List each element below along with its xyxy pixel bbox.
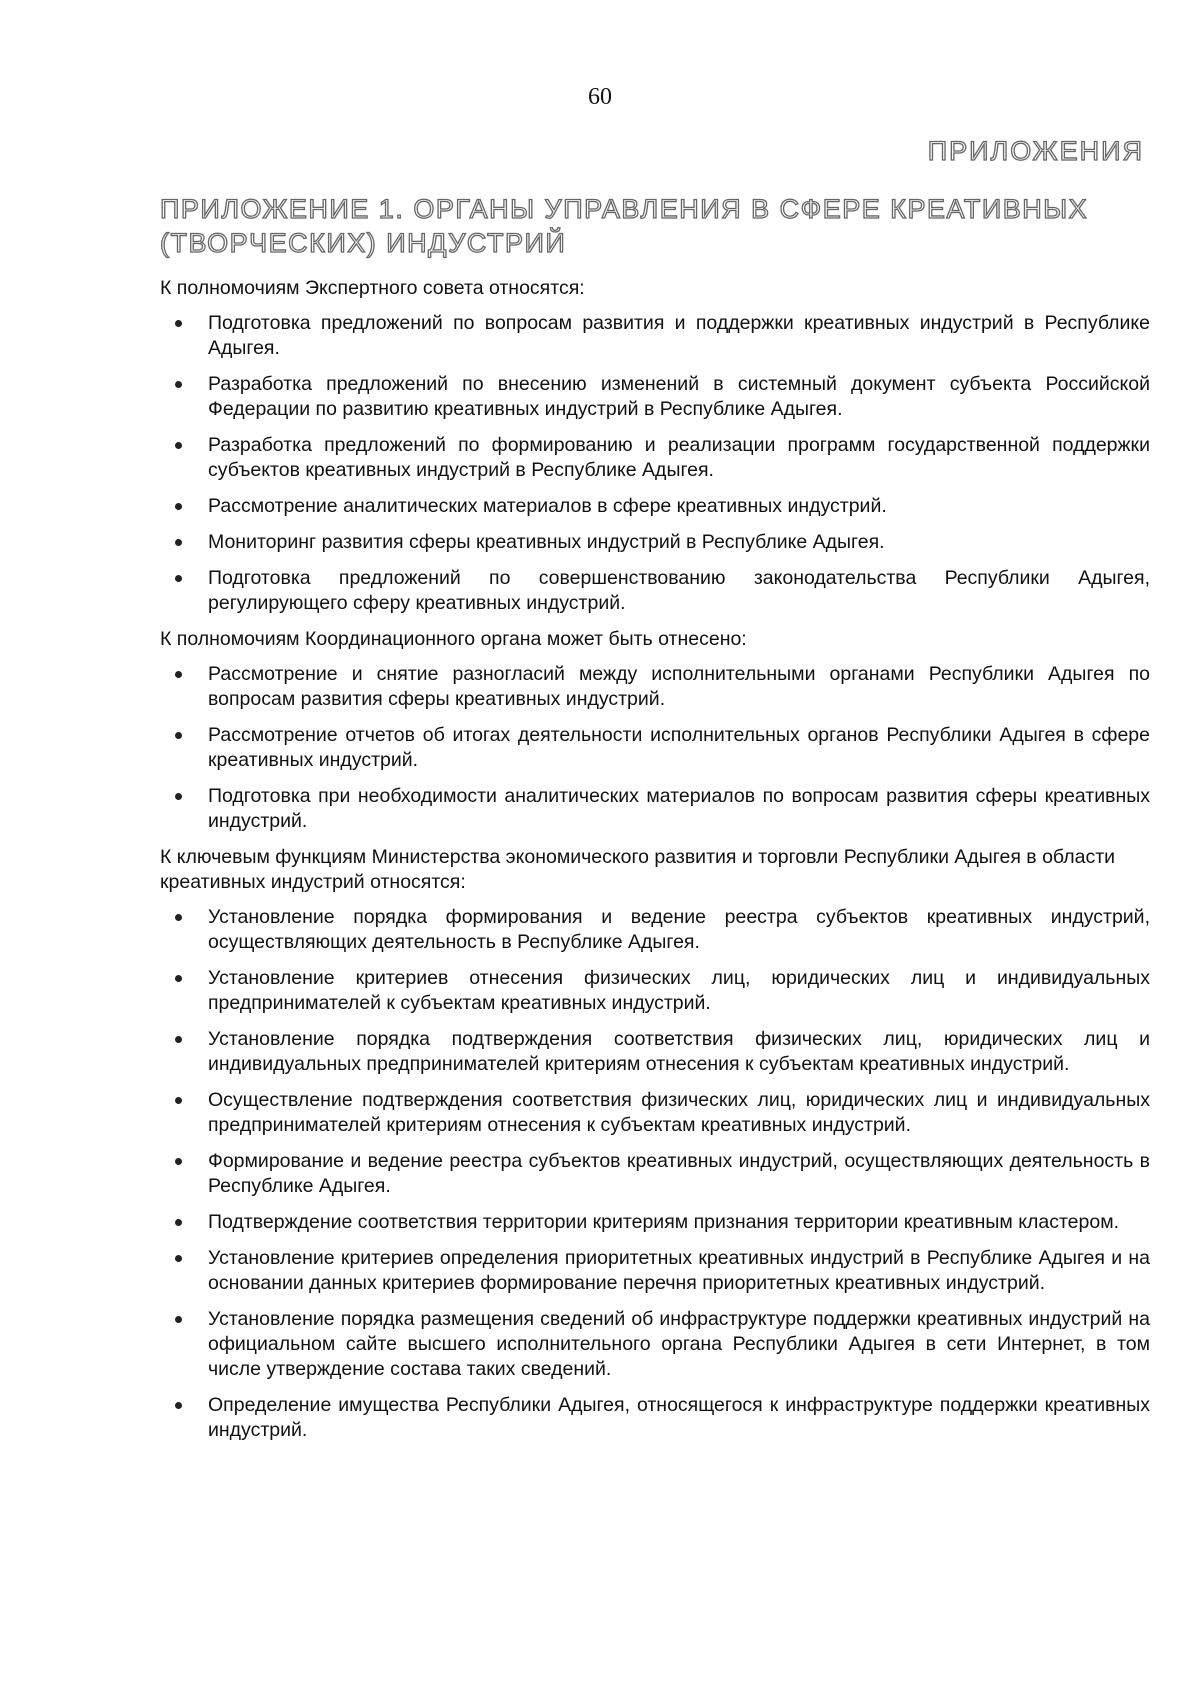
list-item <box>208 662 1150 712</box>
bullet-icon <box>175 1316 182 1323</box>
list-item-text: Подтверждение соответствия территории критериям признания территории креативным кластером. <box>208 1211 1120 1233</box>
list-item <box>208 1027 1150 1077</box>
list-item <box>208 311 1150 361</box>
bullet-icon <box>175 1402 182 1409</box>
document-body <box>160 276 1150 1454</box>
section-intro-expert-council: К полномочиям Экспертного совета относятся: <box>160 277 585 299</box>
list-item-text: Осуществление подтверждения соответствия физических лиц, юридических лиц и индивидуальных предпринимателей критериям отнесения к субъектам креативных индустрий. <box>208 1089 1150 1136</box>
list-item <box>208 966 1150 1016</box>
ministry-functions-list <box>160 905 1150 1443</box>
list-item <box>208 530 1150 555</box>
list-item <box>208 1246 1150 1296</box>
list-item-text: Разработка предложений по внесению изменений в системный документ субъекта Российской Федерации по развитию креативных индустрий в Республике Адыгея. <box>208 373 1150 420</box>
bullet-icon <box>175 1036 182 1043</box>
list-item <box>208 494 1150 519</box>
bullet-icon <box>175 914 182 921</box>
list-item <box>208 372 1150 422</box>
list-item-text: Определение имущества Республики Адыгея, относящегося к инфраструктуре поддержки креативных индустрий. <box>208 1394 1150 1441</box>
section-intro-ministry: К ключевым функциям Министерства экономического развития и торговли Республики Адыгея в области креативных индустрий относятся: <box>160 846 1116 893</box>
bullet-icon <box>175 320 182 327</box>
list-item-text: Установление критериев отнесения физических лиц, юридических лиц и индивидуальных предпринимателей к субъектам креативных индустрий. <box>208 967 1150 1014</box>
list-item-text: Разработка предложений по формированию и реализации программ государственной поддержки субъектов креативных индустрий в Республике Адыгея. <box>208 434 1150 481</box>
list-item-text: Установление порядка формирования и ведение реестра субъектов креативных индустрий, осуществляющих деятельность в Республике Адыгея. <box>208 906 1150 953</box>
list-item <box>208 1210 1150 1235</box>
list-item-text: Установление критериев определения приоритетных креативных индустрий в Республике Адыгея и на основании данных критериев формирование перечня приоритетных креативных индустрий. <box>208 1247 1150 1294</box>
coordination-body-list <box>160 662 1150 834</box>
list-item-text: Подготовка предложений по совершенствованию законодательства Республики Адыгея, регулирующего сферу креативных индустрий. <box>208 567 1150 614</box>
list-item-text: Формирование и ведение реестра субъектов креативных индустрий, осуществляющих деятельность в Республике Адыгея. <box>208 1150 1150 1197</box>
bullet-icon <box>175 671 182 678</box>
list-item-text: Подготовка предложений по вопросам развития и поддержки креативных индустрий в Республике Адыгея. <box>208 312 1150 359</box>
bullet-icon <box>175 503 182 510</box>
bullet-icon <box>175 1219 182 1226</box>
list-item <box>208 723 1150 773</box>
list-item <box>208 566 1150 616</box>
list-item-text: Установление порядка подтверждения соответствия физических лиц, юридических лиц и индивидуальных предпринимателей критериям отнесения к субъектам креативных индустрий. <box>208 1028 1150 1075</box>
appendix-header: ПРИЛОЖЕНИЯ <box>927 136 1144 166</box>
section-intro-coordination-body: К полномочиям Координационного органа может быть отнесено: <box>160 628 747 650</box>
bullet-icon <box>175 1255 182 1262</box>
list-item-text: Рассмотрение и снятие разногласий между исполнительными органами Республики Адыгея по вопросам развития сферы креативных индустрий. <box>208 663 1150 710</box>
list-item <box>208 1393 1150 1443</box>
bullet-icon <box>175 975 182 982</box>
list-item <box>208 1149 1150 1199</box>
list-item-text: Установление порядка размещения сведений об инфраструктуре поддержки креативных индустрий на официальном сайте высшего исполнительного органа Республики Адыгея в сети Интернет, в том числе утверждение состава таких сведений. <box>208 1308 1150 1380</box>
list-item <box>208 905 1150 955</box>
page-number: 60 <box>588 84 612 110</box>
list-item <box>208 433 1150 483</box>
list-item <box>208 1307 1150 1382</box>
bullet-icon <box>175 1097 182 1104</box>
bullet-icon <box>175 381 182 388</box>
expert-council-list <box>160 311 1150 616</box>
appendix-title: ПРИЛОЖЕНИЕ 1. ОРГАНЫ УПРАВЛЕНИЯ В СФЕРЕ КРЕАТИВНЫХ (ТВОРЧЕСКИХ) ИНДУСТРИЙ <box>160 194 1089 258</box>
list-item <box>208 784 1150 834</box>
list-item <box>208 1088 1150 1138</box>
bullet-icon <box>175 442 182 449</box>
list-item-text: Рассмотрение отчетов об итогах деятельности исполнительных органов Республики Адыгея в сфере креативных индустрий. <box>208 724 1150 771</box>
list-item-text: Подготовка при необходимости аналитических материалов по вопросам развития сферы креативных индустрий. <box>208 785 1150 832</box>
bullet-icon <box>175 575 182 582</box>
list-item-text: Мониторинг развития сферы креативных индустрий в Республике Адыгея. <box>208 531 885 553</box>
bullet-icon <box>175 1158 182 1165</box>
bullet-icon <box>175 732 182 739</box>
bullet-icon <box>175 539 182 546</box>
bullet-icon <box>175 793 182 800</box>
list-item-text: Рассмотрение аналитических материалов в сфере креативных индустрий. <box>208 495 887 517</box>
